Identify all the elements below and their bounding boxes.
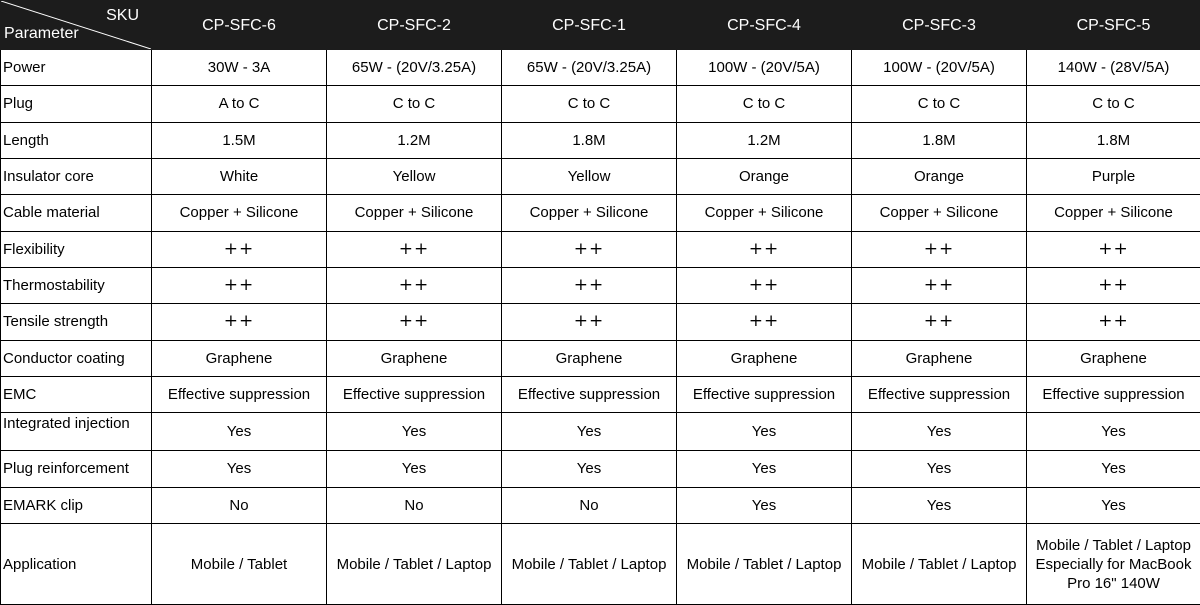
sku-header-cp-sfc-5: CP-SFC-5 (1027, 1, 1200, 50)
header-corner-cell (1, 1, 152, 50)
spec-cell: C to C (852, 86, 1027, 122)
spec-cell: Yes (677, 451, 852, 487)
spec-cell: Copper + Silicone (502, 195, 677, 231)
spec-cell: ++ (852, 231, 1027, 267)
spec-cell: 100W - (20V/5A) (852, 50, 1027, 86)
spec-cell: ++ (327, 267, 502, 303)
spec-cell: ++ (852, 304, 1027, 340)
row-label: Flexibility (1, 231, 152, 267)
spec-cell: Copper + Silicone (327, 195, 502, 231)
spec-cell: ++ (327, 231, 502, 267)
spec-cell: 1.2M (327, 122, 502, 158)
spec-cell: Yes (502, 451, 677, 487)
spec-cell: Mobile / Tablet (152, 524, 327, 605)
spec-cell: ++ (152, 231, 327, 267)
spec-cell: ++ (677, 231, 852, 267)
spec-row-conductor-coating (1, 340, 1200, 376)
spec-cell: Yellow (327, 158, 502, 194)
spec-cell: 65W - (20V/3.25A) (502, 50, 677, 86)
spec-cell: ++ (677, 267, 852, 303)
spec-cell: Yes (1027, 487, 1200, 523)
spec-cell: Yes (677, 413, 852, 451)
spec-table-body (1, 50, 1200, 605)
spec-cell: ++ (677, 304, 852, 340)
parameter-header-label: Parameter (4, 25, 79, 42)
spec-cell: No (152, 487, 327, 523)
spec-cell: Yes (327, 451, 502, 487)
spec-cell: Effective suppression (152, 376, 327, 412)
spec-cell: ++ (152, 304, 327, 340)
row-label: Power (1, 50, 152, 86)
spec-cell: 140W - (28V/5A) (1027, 50, 1200, 86)
spec-cell: White (152, 158, 327, 194)
spec-cell: Yes (327, 413, 502, 451)
row-label: Plug (1, 86, 152, 122)
spec-row-plug-reinforcement (1, 451, 1200, 487)
spec-cell: Mobile / Tablet / Laptop (327, 524, 502, 605)
spec-cell: ++ (1027, 231, 1200, 267)
spec-cell: No (327, 487, 502, 523)
row-label: Conductor coating (1, 340, 152, 376)
row-label: Integrated injection (1, 413, 152, 451)
spec-cell: Yes (1027, 413, 1200, 451)
spec-row-plug (1, 86, 1200, 122)
spec-cell: Effective suppression (502, 376, 677, 412)
spec-cell: 30W - 3A (152, 50, 327, 86)
spec-cell: Purple (1027, 158, 1200, 194)
header-row (1, 1, 1200, 50)
sku-header-cp-sfc-4: CP-SFC-4 (677, 1, 852, 50)
spec-cell: Copper + Silicone (152, 195, 327, 231)
spec-cell: ++ (502, 304, 677, 340)
spec-cell: C to C (677, 86, 852, 122)
spec-cell: Yes (852, 451, 1027, 487)
sku-header-cp-sfc-6: CP-SFC-6 (152, 1, 327, 50)
spec-cell: C to C (502, 86, 677, 122)
spec-row-power (1, 50, 1200, 86)
spec-cell: Copper + Silicone (1027, 195, 1200, 231)
spec-cell: Orange (677, 158, 852, 194)
spec-cell: Yes (852, 413, 1027, 451)
row-label: Application (1, 524, 152, 605)
spec-cell: Graphene (677, 340, 852, 376)
spec-cell: Effective suppression (327, 376, 502, 412)
sku-header-cp-sfc-2: CP-SFC-2 (327, 1, 502, 50)
spec-row-length (1, 122, 1200, 158)
spec-cell: A to C (152, 86, 327, 122)
spec-cell: 1.8M (852, 122, 1027, 158)
spec-cell: ++ (852, 267, 1027, 303)
spec-cell: Effective suppression (1027, 376, 1200, 412)
row-label: Thermostability (1, 267, 152, 303)
spec-cell: Graphene (152, 340, 327, 376)
spec-row-cable-material (1, 195, 1200, 231)
row-label: EMC (1, 376, 152, 412)
spec-cell: Yes (152, 451, 327, 487)
spec-cell: Yes (502, 413, 677, 451)
spec-row-integrated-injection (1, 413, 1200, 451)
spec-cell: ++ (1027, 304, 1200, 340)
spec-cell: 1.8M (502, 122, 677, 158)
spec-cell: Yes (852, 487, 1027, 523)
row-label: Length (1, 122, 152, 158)
spec-cell: Mobile / Tablet / Laptop (677, 524, 852, 605)
spec-cell: Mobile / Tablet / Laptop Especially for MacBook Pro 16" 140W (1027, 524, 1200, 605)
row-label: Cable material (1, 195, 152, 231)
spec-cell: Effective suppression (677, 376, 852, 412)
spec-cell: No (502, 487, 677, 523)
spec-cell: ++ (502, 231, 677, 267)
spec-cell: Yellow (502, 158, 677, 194)
spec-cell: Graphene (1027, 340, 1200, 376)
spec-row-tensile-strength (1, 304, 1200, 340)
spec-row-thermostability (1, 267, 1200, 303)
spec-cell: Effective suppression (852, 376, 1027, 412)
spec-cell: 1.2M (677, 122, 852, 158)
row-label: Plug reinforcement (1, 451, 152, 487)
row-label: EMARK clip (1, 487, 152, 523)
spec-cell: C to C (1027, 86, 1200, 122)
spec-cell: Yes (677, 487, 852, 523)
spec-cell: 100W - (20V/5A) (677, 50, 852, 86)
spec-cell: Yes (1027, 451, 1200, 487)
spec-cell: ++ (1027, 267, 1200, 303)
spec-cell: 1.5M (152, 122, 327, 158)
spec-cell: 65W - (20V/3.25A) (327, 50, 502, 86)
sku-header-label: SKU (106, 7, 139, 24)
spec-cell: Copper + Silicone (852, 195, 1027, 231)
sku-header-cp-sfc-1: CP-SFC-1 (502, 1, 677, 50)
sku-header-cp-sfc-3: CP-SFC-3 (852, 1, 1027, 50)
spec-cell: C to C (327, 86, 502, 122)
spec-row-emc (1, 376, 1200, 412)
spec-cell: Graphene (502, 340, 677, 376)
spec-cell: Mobile / Tablet / Laptop (852, 524, 1027, 605)
spec-row-insulator-core (1, 158, 1200, 194)
spec-cell: 1.8M (1027, 122, 1200, 158)
spec-row-flexibility (1, 231, 1200, 267)
spec-cell: Mobile / Tablet / Laptop (502, 524, 677, 605)
spec-cell: Graphene (852, 340, 1027, 376)
spec-cell: ++ (152, 267, 327, 303)
spec-cell: ++ (502, 267, 677, 303)
spec-cell: Copper + Silicone (677, 195, 852, 231)
spec-cell: Orange (852, 158, 1027, 194)
row-label: Tensile strength (1, 304, 152, 340)
spec-row-application (1, 524, 1200, 605)
spec-cell: ++ (327, 304, 502, 340)
row-label: Insulator core (1, 158, 152, 194)
spec-cell: Graphene (327, 340, 502, 376)
spec-cell: Yes (152, 413, 327, 451)
spec-row-emark-clip (1, 487, 1200, 523)
